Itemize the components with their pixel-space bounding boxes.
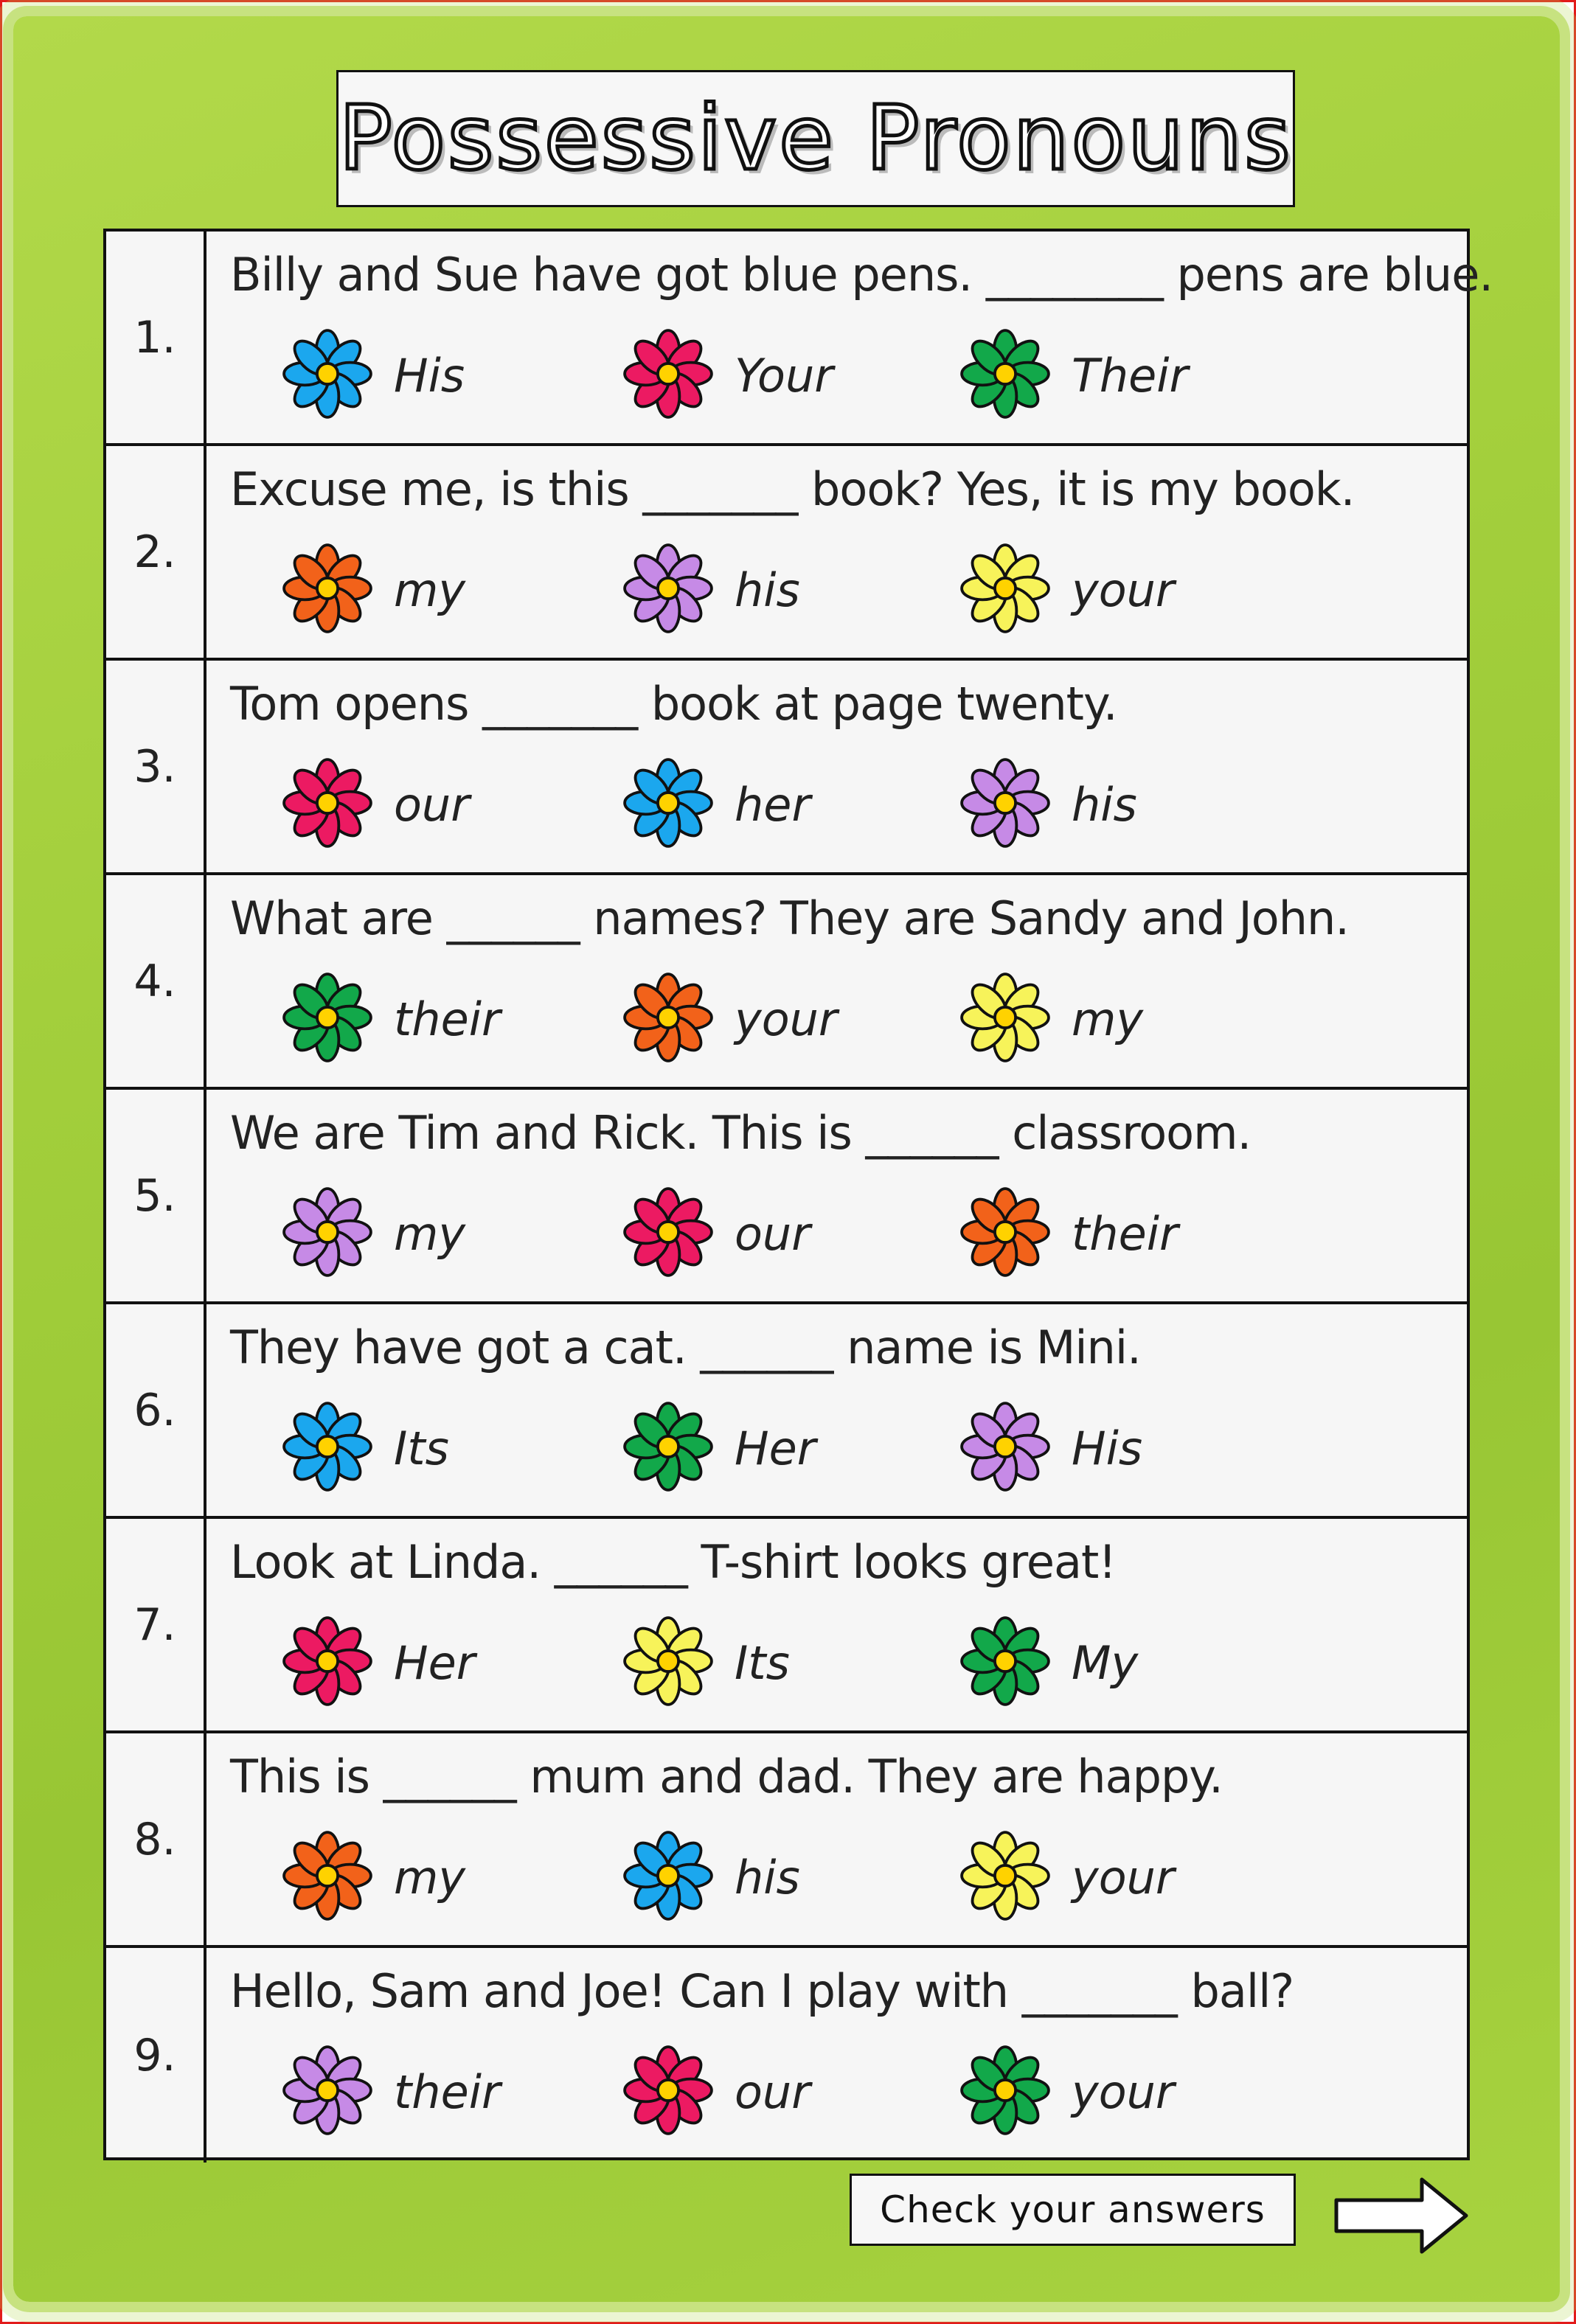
yellow-flower-icon <box>958 1829 1052 1926</box>
answer-option-label: their <box>394 992 501 1046</box>
question-sentence: We are Tim and Rick. This is ______ classroom. <box>230 1106 1252 1160</box>
answer-option-label: his <box>735 1850 800 1904</box>
yellow-flower-icon <box>621 1614 715 1711</box>
answer-option-label: her <box>735 777 810 832</box>
blue-flower-icon <box>621 1829 715 1926</box>
answer-option[interactable] <box>958 1400 1268 1496</box>
answer-option[interactable] <box>958 327 1268 423</box>
answer-option[interactable] <box>958 2044 1268 2140</box>
title-banner <box>336 70 1295 207</box>
question-number: 6. <box>106 1304 206 1516</box>
purple-flower-icon <box>958 756 1052 853</box>
green-flower-icon <box>958 1614 1052 1711</box>
question-sentence: Hello, Sam and Joe! Can I play with _______ ball? <box>230 1964 1294 2018</box>
answer-option[interactable] <box>958 542 1268 638</box>
question-number: 2. <box>106 446 206 658</box>
answer-option-label: your <box>1072 563 1175 617</box>
blue-flower-icon <box>621 756 715 853</box>
answer-option[interactable] <box>621 2044 931 2140</box>
answer-option-label: his <box>1072 777 1137 832</box>
answer-option[interactable] <box>621 327 931 423</box>
yellow-flower-icon <box>958 970 1052 1068</box>
answer-option[interactable] <box>280 756 590 852</box>
right-arrow-icon[interactable] <box>1333 2175 1471 2256</box>
answer-option-label: Your <box>735 348 833 403</box>
answer-option[interactable] <box>280 1615 590 1711</box>
question-sentence: What are ______ names? They are Sandy and John. <box>230 891 1349 945</box>
question-row <box>106 1948 1467 2163</box>
green-flower-icon <box>621 1399 715 1497</box>
answer-option-label: your <box>735 992 838 1046</box>
yellow-flower-icon <box>958 541 1052 639</box>
answer-option[interactable] <box>280 1400 590 1496</box>
answer-option-label: Its <box>735 1635 790 1690</box>
answer-option[interactable] <box>621 1829 931 1925</box>
question-sentence: This is ______ mum and dad. They are happy. <box>230 1750 1223 1803</box>
answer-option-label: his <box>735 563 800 617</box>
answer-option[interactable] <box>280 542 590 638</box>
check-answers-label: Check your answers <box>880 2188 1266 2231</box>
purple-flower-icon <box>280 1185 375 1282</box>
answer-option[interactable] <box>958 756 1268 852</box>
green-flower-icon <box>958 2043 1052 2140</box>
answer-option[interactable] <box>621 971 931 1067</box>
answer-option[interactable] <box>280 2044 590 2140</box>
question-row <box>106 875 1467 1090</box>
answer-option-label: my <box>394 1850 466 1904</box>
answer-option[interactable] <box>280 1186 590 1281</box>
orange-flower-icon <box>280 541 375 639</box>
answer-option-label: My <box>1072 1635 1139 1690</box>
pink-flower-icon <box>280 756 375 853</box>
question-number: 7. <box>106 1519 206 1730</box>
answer-option-label: my <box>1072 992 1144 1046</box>
question-sentence: They have got a cat. ______ name is Mini. <box>230 1321 1141 1374</box>
answer-option-label: my <box>394 1206 466 1261</box>
question-sentence: Tom opens _______ book at page twenty. <box>230 677 1117 731</box>
answer-option-label: Its <box>394 1421 449 1475</box>
answer-option[interactable] <box>621 756 931 852</box>
answer-option[interactable] <box>621 1615 931 1711</box>
question-row <box>106 661 1467 875</box>
purple-flower-icon <box>621 541 715 639</box>
blue-flower-icon <box>280 1399 375 1497</box>
answer-option[interactable] <box>280 327 590 423</box>
pink-flower-icon <box>621 2043 715 2140</box>
answer-option[interactable] <box>280 1829 590 1925</box>
answer-option-label: our <box>735 1206 810 1261</box>
pink-flower-icon <box>621 327 715 424</box>
answer-option-label: your <box>1072 2064 1175 2119</box>
answer-option[interactable] <box>621 1186 931 1281</box>
answer-option[interactable] <box>958 971 1268 1067</box>
answer-option[interactable] <box>958 1186 1268 1281</box>
question-row <box>106 1304 1467 1519</box>
answer-option-label: Her <box>394 1635 476 1690</box>
answer-option-label: His <box>394 348 465 403</box>
question-number: 8. <box>106 1733 206 1945</box>
answer-option-label: Their <box>1072 348 1189 403</box>
orange-flower-icon <box>280 1829 375 1926</box>
pink-flower-icon <box>621 1185 715 1282</box>
question-number: 5. <box>106 1090 206 1301</box>
green-flower-icon <box>958 327 1052 424</box>
answer-option-label: our <box>394 777 470 832</box>
answer-option[interactable] <box>621 1400 931 1496</box>
question-sentence: Billy and Sue have got blue pens. ________ pens are blue. <box>230 248 1493 302</box>
answer-option-label: Her <box>735 1421 816 1475</box>
green-flower-icon <box>280 970 375 1068</box>
question-sentence: Look at Linda. ______ T-shirt looks great! <box>230 1535 1117 1589</box>
pink-flower-icon <box>280 1614 375 1711</box>
orange-flower-icon <box>958 1185 1052 1282</box>
answer-option[interactable] <box>958 1615 1268 1711</box>
question-sentence: Excuse me, is this _______ book? Yes, it is my book. <box>230 462 1355 516</box>
page-title: Possessive Pronouns <box>339 87 1293 190</box>
orange-flower-icon <box>621 970 715 1068</box>
purple-flower-icon <box>958 1399 1052 1497</box>
purple-flower-icon <box>280 2043 375 2140</box>
question-row <box>106 1519 1467 1733</box>
questions-table <box>103 229 1493 2160</box>
question-number: 1. <box>106 232 206 443</box>
question-number: 9. <box>106 1948 206 2163</box>
question-row <box>106 446 1467 661</box>
answer-option-label: their <box>394 2064 501 2119</box>
question-row <box>106 1090 1467 1304</box>
question-number: 3. <box>106 661 206 872</box>
answer-option-label: your <box>1072 1850 1175 1904</box>
question-row <box>106 1733 1467 1948</box>
blue-flower-icon <box>280 327 375 424</box>
check-answers-button[interactable] <box>850 2174 1296 2246</box>
answer-option[interactable] <box>280 971 590 1067</box>
answer-option-label: our <box>735 2064 810 2119</box>
answer-option-label: His <box>1072 1421 1143 1475</box>
question-number: 4. <box>106 875 206 1087</box>
answer-option[interactable] <box>958 1829 1268 1925</box>
answer-option-label: their <box>1072 1206 1178 1261</box>
answer-option[interactable] <box>621 542 931 638</box>
answer-option-label: my <box>394 563 466 617</box>
question-row <box>106 232 1493 446</box>
